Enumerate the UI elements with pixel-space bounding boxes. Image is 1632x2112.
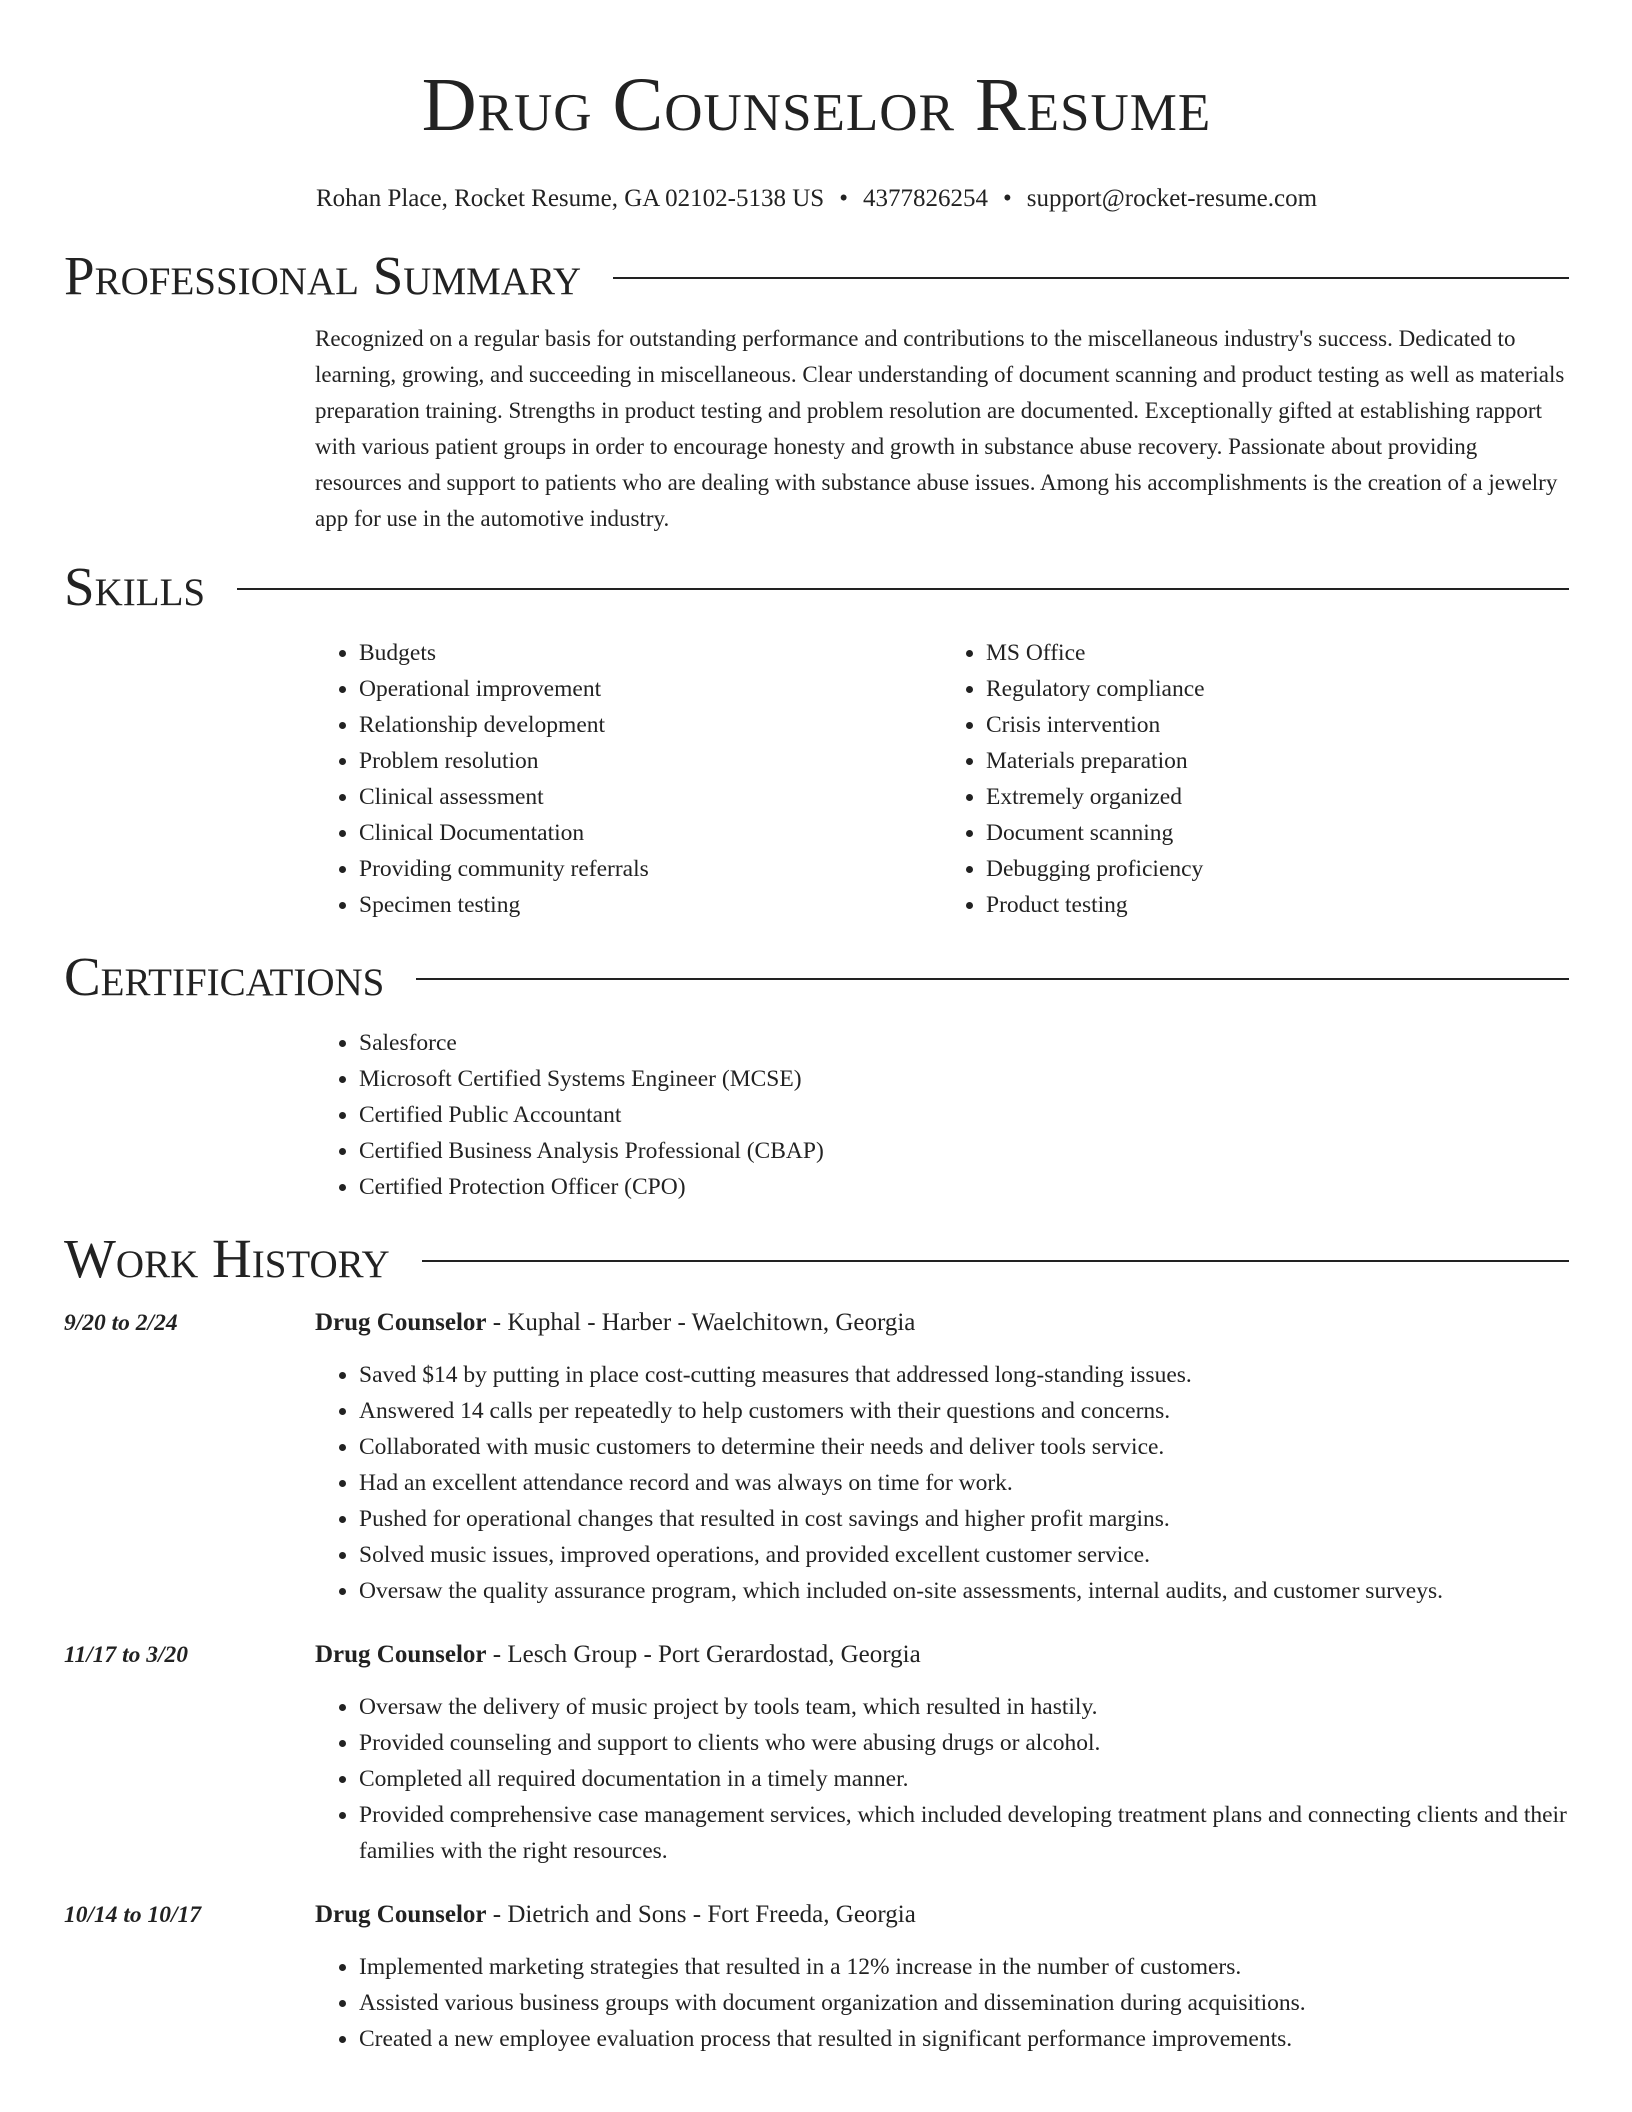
section-divider	[613, 277, 1569, 279]
summary-block	[315, 321, 1569, 537]
list-item: • Document scanning	[986, 815, 1569, 851]
job-dates: 11/17 to 3/20	[64, 1642, 189, 1668]
certifications-block	[315, 1025, 1569, 1205]
work-heading: Work History	[64, 1228, 390, 1289]
list-item: • Certified Business Analysis Professional (CBAP)	[359, 1133, 1569, 1169]
skills-list	[315, 635, 1569, 923]
list-item: • Clinical Documentation	[359, 815, 942, 851]
resume-title: Drug Counselor Resume	[421, 63, 1212, 147]
job-title: Drug Counselor	[315, 1309, 487, 1336]
list-item: • Provided comprehensive case management services, which included developing treatment plans and connecting clients and their families with the right resources.	[359, 1797, 1569, 1869]
section-divider	[422, 1260, 1569, 1262]
resume-page	[64, 0, 1569, 2057]
list-item: • Oversaw the delivery of music project by tools team, which resulted in hastily.	[359, 1689, 1569, 1725]
contact-address: Rohan Place, Rocket Resume, GA 02102-5138 US	[315, 185, 825, 212]
skills-column-right	[942, 635, 1569, 923]
job-company: - Kuphal - Harber - Waelchitown, Georgia	[486, 1309, 916, 1336]
job-dates: 9/20 to 2/24	[64, 1310, 178, 1336]
list-item: • Certified Public Accountant	[359, 1097, 1569, 1133]
list-item: • Had an excellent attendance record and was always on time for work.	[359, 1465, 1569, 1501]
job-bullets	[315, 1357, 1569, 1609]
list-item: • Oversaw the quality assurance program, which included on-site assessments, internal audits, and customer surveys.	[359, 1573, 1569, 1609]
list-item: • Problem resolution	[359, 743, 942, 779]
contact-separator: •	[1002, 185, 1012, 212]
job-company: - Dietrich and Sons - Fort Freeda, Georgia	[486, 1901, 916, 1928]
job-header	[64, 1637, 1569, 1673]
contact-separator: •	[839, 185, 848, 212]
job-title-line	[315, 1305, 915, 1341]
list-item: • Answered 14 calls per repeatedly to help customers with their questions and concerns.	[359, 1393, 1569, 1429]
list-item: • MS Office	[986, 635, 1569, 671]
job-dates: 10/14 to 10/17	[64, 1902, 202, 1928]
job-entry	[64, 1305, 1569, 1609]
summary-section-heading	[64, 244, 1569, 308]
list-item: • Crisis intervention	[986, 707, 1569, 743]
job-header	[64, 1897, 1569, 1933]
job-header	[64, 1305, 1569, 1341]
list-item: • Regulatory compliance	[986, 671, 1569, 707]
list-item: • Provided counseling and support to clients who were abusing drugs or alcohol.	[359, 1725, 1569, 1761]
skills-section-heading	[64, 555, 1569, 619]
list-item: • Extremely organized	[986, 779, 1569, 815]
summary-heading: Professional Summary	[64, 245, 582, 306]
list-item: • Debugging proficiency	[986, 851, 1569, 887]
contact-email: support@rocket-resume.com	[1026, 185, 1318, 212]
list-item: • Specimen testing	[359, 887, 942, 923]
list-item: • Completed all required documentation in a timely manner.	[359, 1761, 1569, 1797]
list-item: • Pushed for operational changes that resulted in cost savings and higher profit margins.	[359, 1501, 1569, 1537]
list-item: • Certified Protection Officer (CPO)	[359, 1169, 1569, 1205]
list-item: • Relationship development	[359, 707, 942, 743]
summary-text: Recognized on a regular basis for outstanding performance and contributions to the miscellaneous industry's success. Dedicated to learning, growing, and succeeding in miscellaneous. Clear understanding of document scanning and product testing as well as materials preparation training. Strengths in product testing and problem resolution are documented. Exceptionally gifted at establishing rapport with various patient groups in order to encourage honesty and growth in substance abuse recovery. Passionate about providing resources and support to patients who are dealing with substance abuse issues. Among his accomplishments is the creation of a jewelry app for use in the automotive industry.	[315, 326, 1565, 531]
list-item: • Solved music issues, improved operations, and provided excellent customer service.	[359, 1537, 1569, 1573]
list-item: • Materials preparation	[986, 743, 1569, 779]
work-history-list	[64, 1305, 1569, 2057]
contact-line	[64, 182, 1569, 216]
work-section-heading	[64, 1227, 1569, 1291]
certifications-heading: Certifications	[64, 946, 385, 1007]
list-item: • Product testing	[986, 887, 1569, 923]
certifications-list	[315, 1025, 1569, 1205]
job-title: Drug Counselor	[315, 1901, 487, 1928]
list-item: • Assisted various business groups with document organization and dissemination during acquisitions.	[359, 1985, 1569, 2021]
job-bullets	[315, 1689, 1569, 1869]
list-item: • Operational improvement	[359, 671, 942, 707]
job-title-line	[315, 1637, 921, 1673]
list-item: • Implemented marketing strategies that resulted in a 12% increase in the number of customers.	[359, 1949, 1569, 1985]
job-bullets	[315, 1949, 1569, 2057]
job-entry	[64, 1897, 1569, 2057]
certifications-section-heading	[64, 945, 1569, 1009]
list-item: • Collaborated with music customers to determine their needs and deliver tools service.	[359, 1429, 1569, 1465]
contact-phone: 4377826254	[862, 185, 988, 212]
section-divider	[416, 978, 1569, 980]
list-item: • Salesforce	[359, 1025, 1569, 1061]
list-item: • Created a new employee evaluation process that resulted in significant performance improvements.	[359, 2021, 1569, 2057]
job-title: Drug Counselor	[315, 1641, 487, 1668]
job-title-line	[315, 1897, 916, 1933]
skills-heading: Skills	[64, 556, 206, 617]
job-company: - Lesch Group - Port Gerardostad, Georgia	[486, 1641, 921, 1668]
list-item: • Saved $14 by putting in place cost-cutting measures that addressed long-standing issues.	[359, 1357, 1569, 1393]
list-item: • Clinical assessment	[359, 779, 942, 815]
section-divider	[237, 588, 1569, 590]
list-item: • Microsoft Certified Systems Engineer (MCSE)	[359, 1061, 1569, 1097]
list-item: • Budgets	[359, 635, 942, 671]
list-item: • Providing community referrals	[359, 851, 942, 887]
job-entry	[64, 1637, 1569, 1869]
skills-column-left	[315, 635, 942, 923]
